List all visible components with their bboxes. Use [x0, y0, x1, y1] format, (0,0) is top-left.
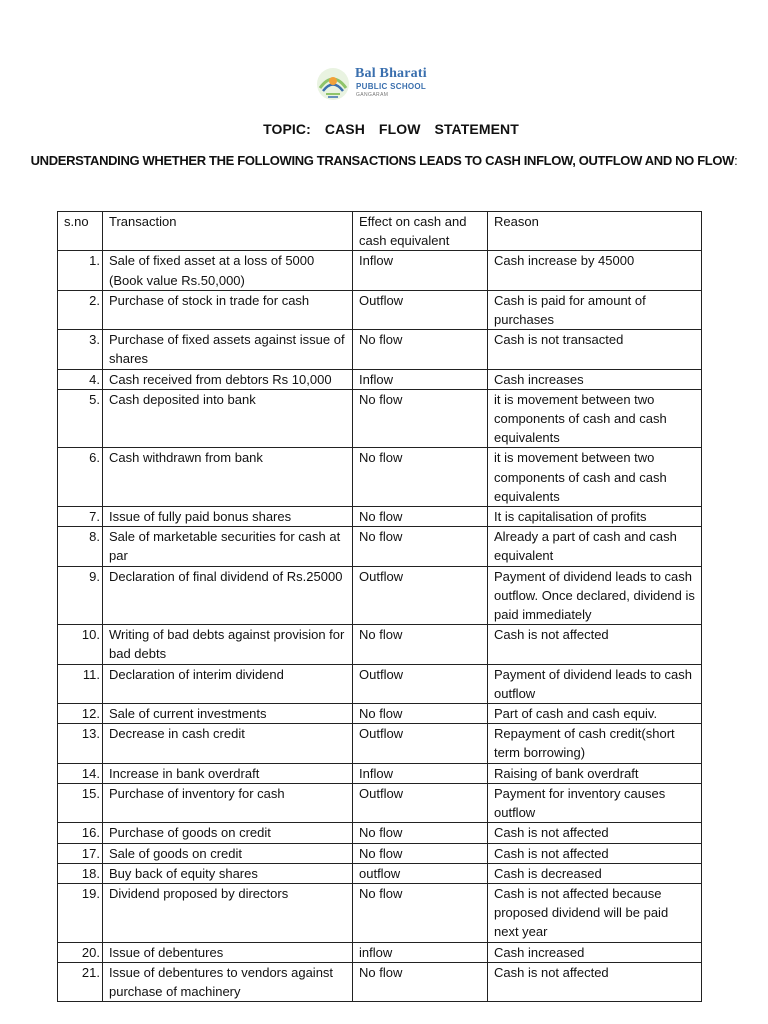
- cell-effect: Outflow: [353, 664, 488, 703]
- cell-transaction: Issue of debentures to vendors against purchase of machinery: [103, 962, 353, 1001]
- cell-transaction: Issue of debentures: [103, 942, 353, 962]
- cell-transaction: Cash withdrawn from bank: [103, 448, 353, 507]
- cell-reason: It is capitalisation of profits: [488, 507, 702, 527]
- cell-effect: Outflow: [353, 290, 488, 329]
- cell-transaction: Declaration of interim dividend: [103, 664, 353, 703]
- table-row: [58, 251, 702, 290]
- cell-effect: No flow: [353, 389, 488, 448]
- cell-reason: it is movement between two components of cash and cash equivalents: [488, 389, 702, 448]
- cell-reason: Payment of dividend leads to cash outflow. Once declared, dividend is paid immediately: [488, 566, 702, 625]
- school-place: GANGARAM: [356, 92, 389, 98]
- table-row: [58, 962, 702, 1001]
- cell-effect: inflow: [353, 942, 488, 962]
- table-header-row: [58, 212, 702, 251]
- cell-sno: 17.: [58, 843, 103, 863]
- cell-sno: 1.: [58, 251, 103, 290]
- cell-effect: No flow: [353, 527, 488, 566]
- cell-transaction: Sale of goods on credit: [103, 843, 353, 863]
- column-header-sno: s.no: [58, 212, 103, 251]
- cell-reason: Cash is decreased: [488, 863, 702, 883]
- table-row: [58, 704, 702, 724]
- cell-sno: 18.: [58, 863, 103, 883]
- cell-reason: Cash is not transacted: [488, 330, 702, 369]
- cell-sno: 15.: [58, 783, 103, 822]
- cell-effect: No flow: [353, 962, 488, 1001]
- table-row: [58, 763, 702, 783]
- cell-effect: No flow: [353, 823, 488, 843]
- school-name: Bal Bharati: [355, 66, 427, 81]
- cell-transaction: Sale of marketable securities for cash at par: [103, 527, 353, 566]
- cell-reason: Cash increases: [488, 369, 702, 389]
- cell-transaction: Increase in bank overdraft: [103, 763, 353, 783]
- cell-reason: Cash is not affected: [488, 843, 702, 863]
- cell-sno: 3.: [58, 330, 103, 369]
- table-row: [58, 863, 702, 883]
- cell-transaction: Purchase of inventory for cash: [103, 783, 353, 822]
- cell-effect: No flow: [353, 448, 488, 507]
- cell-sno: 9.: [58, 566, 103, 625]
- table-row: [58, 369, 702, 389]
- cell-reason: Part of cash and cash equiv.: [488, 704, 702, 724]
- table-row: [58, 448, 702, 507]
- cell-sno: 4.: [58, 369, 103, 389]
- cell-transaction: Dividend proposed by directors: [103, 883, 353, 942]
- table-row: [58, 566, 702, 625]
- cell-sno: 20.: [58, 942, 103, 962]
- cell-transaction: Sale of current investments: [103, 704, 353, 724]
- table-row: [58, 625, 702, 664]
- cell-sno: 14.: [58, 763, 103, 783]
- cell-sno: 13.: [58, 724, 103, 763]
- cell-transaction: Purchase of fixed assets against issue of shares: [103, 330, 353, 369]
- cell-transaction: Cash received from debtors Rs 10,000: [103, 369, 353, 389]
- cell-reason: Already a part of cash and cash equivalent: [488, 527, 702, 566]
- cell-reason: Cash is not affected: [488, 962, 702, 1001]
- cell-reason: Cash increased: [488, 942, 702, 962]
- cell-transaction: Sale of fixed asset at a loss of 5000 (Book value Rs.50,000): [103, 251, 353, 290]
- table-row: [58, 507, 702, 527]
- cell-effect: No flow: [353, 625, 488, 664]
- cell-effect: No flow: [353, 883, 488, 942]
- cell-sno: 8.: [58, 527, 103, 566]
- cell-sno: 11.: [58, 664, 103, 703]
- cell-sno: 10.: [58, 625, 103, 664]
- cell-transaction: Purchase of goods on credit: [103, 823, 353, 843]
- table-row: [58, 724, 702, 763]
- cell-transaction: Purchase of stock in trade for cash: [103, 290, 353, 329]
- cell-effect: No flow: [353, 704, 488, 724]
- page-subtitle-text: UNDERSTANDING WHETHER THE FOLLOWING TRANSACTIONS LEADS TO CASH INFLOW, OUTFLOW AND NO FLOW: [30, 153, 735, 168]
- cell-effect: Outflow: [353, 724, 488, 763]
- table-row: [58, 527, 702, 566]
- table-row: [58, 883, 702, 942]
- cell-effect: outflow: [353, 863, 488, 883]
- cell-reason: Raising of bank overdraft: [488, 763, 702, 783]
- cell-reason: Cash is paid for amount of purchases: [488, 290, 702, 329]
- cell-effect: Inflow: [353, 251, 488, 290]
- table-row: [58, 330, 702, 369]
- cell-reason: Cash is not affected because proposed dividend will be paid next year: [488, 883, 702, 942]
- school-logo: [314, 64, 426, 104]
- column-header-effect: Effect on cash and cash equivalent: [353, 212, 488, 251]
- cell-reason: Cash increase by 45000: [488, 251, 702, 290]
- cell-transaction: Decrease in cash credit: [103, 724, 353, 763]
- cell-sno: 19.: [58, 883, 103, 942]
- cell-sno: 21.: [58, 962, 103, 1001]
- school-subname: PUBLIC SCHOOL: [356, 82, 427, 91]
- cell-transaction: Writing of bad debts against provision for bad debts: [103, 625, 353, 664]
- school-emblem-icon: [314, 66, 352, 102]
- page-title-text: TOPIC: CASH FLOW STATEMENT: [263, 121, 519, 137]
- table-row: [58, 843, 702, 863]
- cell-sno: 6.: [58, 448, 103, 507]
- cell-sno: 7.: [58, 507, 103, 527]
- cell-transaction: Cash deposited into bank: [103, 389, 353, 448]
- page-subtitle: [0, 153, 768, 168]
- cell-sno: 2.: [58, 290, 103, 329]
- cell-reason: it is movement between two components of cash and cash equivalents: [488, 448, 702, 507]
- cell-sno: 16.: [58, 823, 103, 843]
- cell-effect: No flow: [353, 330, 488, 369]
- table-row: [58, 942, 702, 962]
- cell-sno: 12.: [58, 704, 103, 724]
- cell-effect: Outflow: [353, 783, 488, 822]
- table-row: [58, 389, 702, 448]
- cell-effect: Outflow: [353, 566, 488, 625]
- cash-flow-table: [57, 211, 702, 1002]
- table-row: [58, 664, 702, 703]
- cell-transaction: Declaration of final dividend of Rs.25000: [103, 566, 353, 625]
- cell-effect: No flow: [353, 843, 488, 863]
- table-row: [58, 783, 702, 822]
- column-header-reason: Reason: [488, 212, 702, 251]
- cell-reason: Cash is not affected: [488, 625, 702, 664]
- table-row: [58, 290, 702, 329]
- cell-effect: Inflow: [353, 763, 488, 783]
- column-header-transaction: Transaction: [103, 212, 353, 251]
- cell-effect: No flow: [353, 507, 488, 527]
- cell-reason: Payment of dividend leads to cash outflow: [488, 664, 702, 703]
- cell-reason: Repayment of cash credit(short term borrowing): [488, 724, 702, 763]
- cell-sno: 5.: [58, 389, 103, 448]
- cell-effect: Inflow: [353, 369, 488, 389]
- cell-transaction: Issue of fully paid bonus shares: [103, 507, 353, 527]
- page-title: [0, 121, 768, 137]
- cell-reason: Cash is not affected: [488, 823, 702, 843]
- cell-transaction: Buy back of equity shares: [103, 863, 353, 883]
- table-row: [58, 823, 702, 843]
- subtitle-colon: :: [734, 153, 738, 168]
- cell-reason: Payment for inventory causes outflow: [488, 783, 702, 822]
